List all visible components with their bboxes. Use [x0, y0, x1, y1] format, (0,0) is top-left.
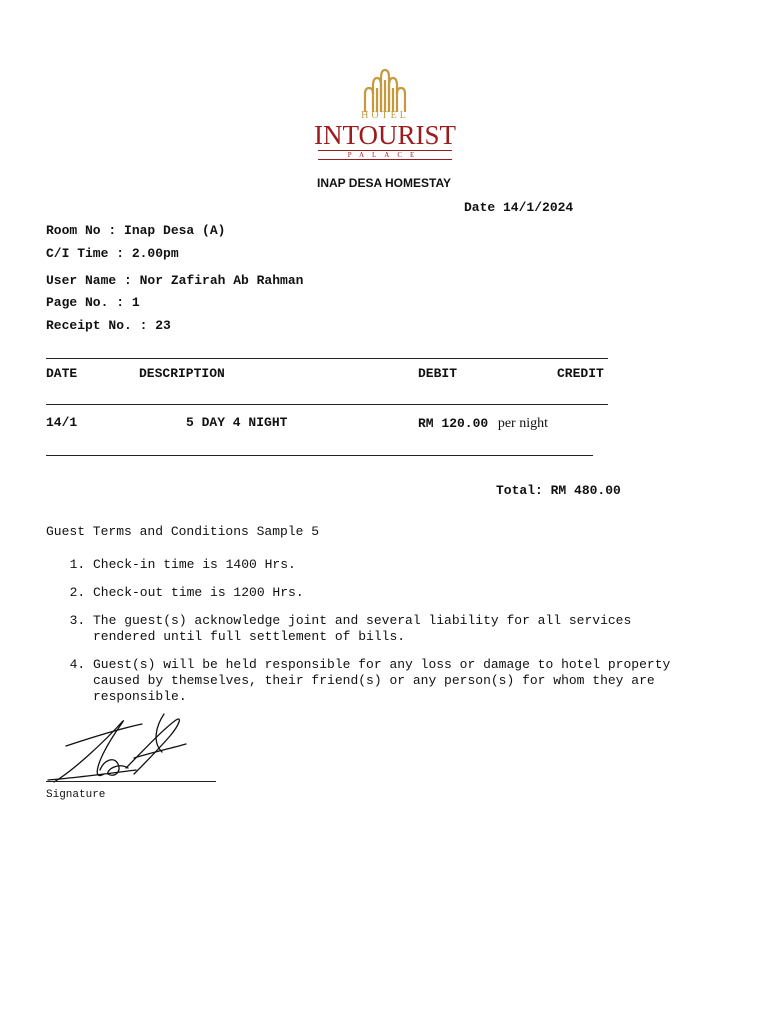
row-debit [418, 414, 548, 432]
receipt-number: Receipt No. : 23 [46, 318, 171, 333]
column-header-credit: CREDIT [557, 366, 604, 381]
terms-item: 2. Check-out time is 1200 Hrs. [93, 585, 768, 601]
row-debit-amount: RM 120.00 [418, 416, 489, 431]
hotel-logo [300, 66, 470, 166]
terms-item: 4. Guest(s) will be held responsible for any loss or damage to hotel property caused by themselves, their friend(s) or any person(s) for whom they are responsible. [93, 657, 723, 705]
terms-heading: Guest Terms and Conditions Sample 5 [46, 524, 320, 539]
column-header-description: DESCRIPTION [139, 366, 225, 381]
signature-line [46, 781, 216, 782]
table-header-rule [46, 404, 608, 405]
receipt-date: Date 14/1/2024 [464, 200, 574, 215]
page-number: Page No. : 1 [46, 295, 140, 310]
table-top-rule [46, 358, 608, 359]
total-amount: Total: RM 480.00 [496, 483, 621, 498]
terms-list [46, 557, 768, 717]
document-title: INAP DESA HOMESTAY [316, 176, 452, 190]
room-number: Room No : Inap Desa (A) [46, 223, 226, 238]
handwritten-signature [44, 712, 194, 784]
logo-hotel-name: INTOURIST [313, 120, 456, 150]
terms-item: 1. Check-in time is 1400 Hrs. [93, 557, 768, 573]
user-name: User Name : Nor Zafirah Ab Rahman [46, 273, 304, 288]
logo-hotel-text: HOTEL [361, 110, 409, 121]
row-date: 14/1 [46, 415, 78, 430]
terms-item: 3. The guest(s) acknowledge joint and several liability for all services rendered until full settlement of bills. [93, 613, 653, 645]
column-header-debit: DEBIT [418, 366, 458, 381]
signature-label: Signature [46, 789, 106, 801]
column-header-date: DATE [46, 366, 78, 381]
logo-palace-text: PALACE [318, 150, 452, 160]
building-arches-icon [355, 66, 415, 112]
row-description: 5 DAY 4 NIGHT [186, 415, 288, 430]
row-debit-note: per night [497, 416, 548, 431]
table-bottom-rule [46, 455, 593, 456]
checkin-time: C/I Time : 2.00pm [46, 246, 179, 261]
